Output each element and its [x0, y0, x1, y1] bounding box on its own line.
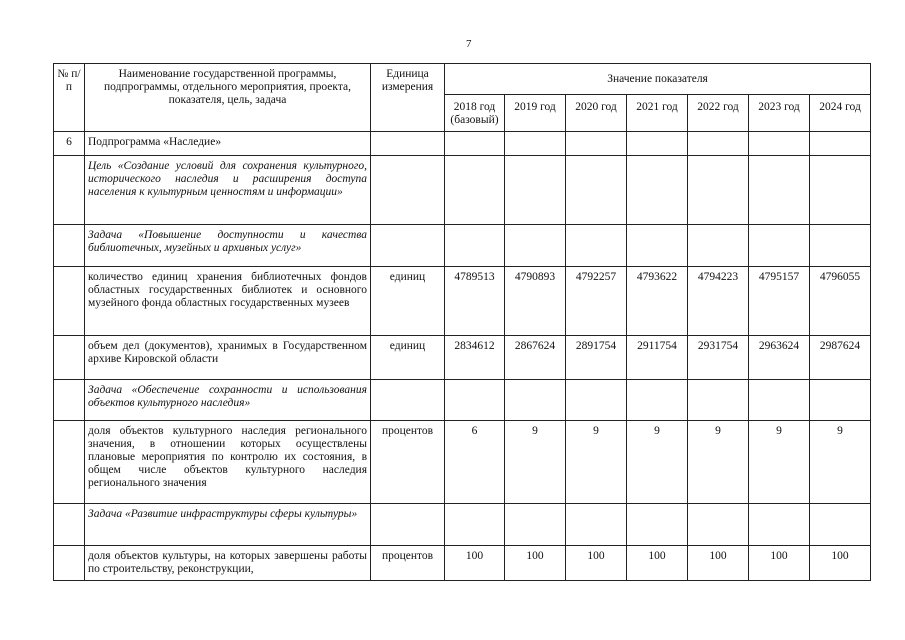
header-year-2020: 2020 год — [566, 95, 627, 132]
row-value: 2911754 — [627, 336, 688, 380]
row-value — [566, 504, 627, 546]
row-value: 4795157 — [749, 267, 810, 336]
table-row — [54, 267, 871, 336]
row-unit — [371, 504, 445, 546]
row-value — [505, 225, 566, 267]
row-value — [749, 380, 810, 421]
table-row — [54, 156, 871, 225]
header-year-2023: 2023 год — [749, 95, 810, 132]
header-year-2021: 2021 год — [627, 95, 688, 132]
row-num — [54, 380, 85, 421]
row-value: 100 — [688, 546, 749, 581]
table-row — [54, 225, 871, 267]
row-value — [688, 225, 749, 267]
row-value — [810, 132, 871, 156]
row-value — [810, 504, 871, 546]
row-name: доля объектов культуры, на которых завершены работы по строительству, реконструкции, — [85, 546, 371, 581]
row-name: Задача «Развитие инфраструктуры сферы культуры» — [85, 504, 371, 546]
row-value — [810, 156, 871, 225]
row-value: 4789513 — [445, 267, 505, 336]
row-value: 100 — [566, 546, 627, 581]
row-value: 2987624 — [810, 336, 871, 380]
row-value: 9 — [566, 421, 627, 504]
row-value: 9 — [505, 421, 566, 504]
row-value: 4792257 — [566, 267, 627, 336]
header-num: № п/п — [54, 64, 85, 132]
row-unit: единиц — [371, 336, 445, 380]
header-unit: Единица измерения — [371, 64, 445, 132]
row-value: 4794223 — [688, 267, 749, 336]
row-name: Задача «Повышение доступности и качества библиотечных, музейных и архивных услуг» — [85, 225, 371, 267]
row-value — [627, 132, 688, 156]
row-value — [445, 156, 505, 225]
header-year-2019: 2019 год — [505, 95, 566, 132]
row-value — [445, 504, 505, 546]
row-value: 100 — [810, 546, 871, 581]
row-value — [505, 380, 566, 421]
row-num — [54, 421, 85, 504]
row-value — [627, 380, 688, 421]
row-value: 4793622 — [627, 267, 688, 336]
row-value: 100 — [749, 546, 810, 581]
row-unit — [371, 380, 445, 421]
row-value — [810, 380, 871, 421]
row-num — [54, 504, 85, 546]
row-value — [627, 504, 688, 546]
row-name: Цель «Создание условий для сохранения культурного, исторического наследия и расширения доступа населения к культурным ценностям и информации» — [85, 156, 371, 225]
row-num: 6 — [54, 132, 85, 156]
page-number: 7 — [466, 38, 472, 50]
row-num — [54, 267, 85, 336]
header-year-2022: 2022 год — [688, 95, 749, 132]
row-num — [54, 156, 85, 225]
row-value — [627, 225, 688, 267]
row-value: 100 — [445, 546, 505, 581]
row-value — [627, 156, 688, 225]
row-value: 2834612 — [445, 336, 505, 380]
row-value: 9 — [688, 421, 749, 504]
row-value: 2931754 — [688, 336, 749, 380]
row-unit: единиц — [371, 267, 445, 336]
table-row — [54, 380, 871, 421]
table-row — [54, 336, 871, 380]
header-year-2018: 2018 год (базовый) — [445, 95, 505, 132]
row-name: Задача «Обеспечение сохранности и использования объектов культурного наследия» — [85, 380, 371, 421]
row-value — [566, 380, 627, 421]
row-name: количество единиц хранения библиотечных фондов областных государственных библиотек и основного музейного фонда областных государственных музеев — [85, 267, 371, 336]
row-value: 9 — [749, 421, 810, 504]
row-value — [566, 156, 627, 225]
row-value: 100 — [505, 546, 566, 581]
row-value — [749, 225, 810, 267]
table-row — [54, 504, 871, 546]
row-value — [566, 225, 627, 267]
table-row — [54, 421, 871, 504]
row-value — [688, 156, 749, 225]
row-value — [810, 225, 871, 267]
row-num — [54, 546, 85, 581]
row-value: 2891754 — [566, 336, 627, 380]
row-value — [505, 504, 566, 546]
row-value: 2963624 — [749, 336, 810, 380]
row-value: 100 — [627, 546, 688, 581]
row-value — [445, 132, 505, 156]
row-value — [445, 380, 505, 421]
row-value — [749, 156, 810, 225]
row-value — [688, 132, 749, 156]
row-value — [505, 156, 566, 225]
row-value — [445, 225, 505, 267]
row-value — [688, 504, 749, 546]
header-values: Значение показателя — [445, 64, 871, 95]
row-value: 2867624 — [505, 336, 566, 380]
header-name: Наименование государственной программы, подпрограммы, отдельного мероприятия, проекта, показателя, цель, задача — [85, 64, 371, 132]
row-name: Подпрограмма «Наследие» — [85, 132, 371, 156]
row-value — [749, 132, 810, 156]
row-value: 6 — [445, 421, 505, 504]
row-unit: процентов — [371, 546, 445, 581]
row-value: 9 — [627, 421, 688, 504]
table-row — [54, 546, 871, 581]
indicators-table — [53, 63, 871, 581]
header-year-2024: 2024 год — [810, 95, 871, 132]
row-name: доля объектов культурного наследия регионального значения, в отношении которых осуществлены плановые мероприятия по контролю их состояния, в общем числе объектов культурного наследия регионального значения — [85, 421, 371, 504]
row-unit: процентов — [371, 421, 445, 504]
row-value: 9 — [810, 421, 871, 504]
row-value — [688, 380, 749, 421]
table-row — [54, 132, 871, 156]
row-name: объем дел (документов), хранимых в Государственном архиве Кировской области — [85, 336, 371, 380]
row-value — [505, 132, 566, 156]
row-unit — [371, 132, 445, 156]
row-value — [749, 504, 810, 546]
row-num — [54, 336, 85, 380]
row-num — [54, 225, 85, 267]
row-value: 4790893 — [505, 267, 566, 336]
row-unit — [371, 156, 445, 225]
row-value — [566, 132, 627, 156]
row-value: 4796055 — [810, 267, 871, 336]
row-unit — [371, 225, 445, 267]
